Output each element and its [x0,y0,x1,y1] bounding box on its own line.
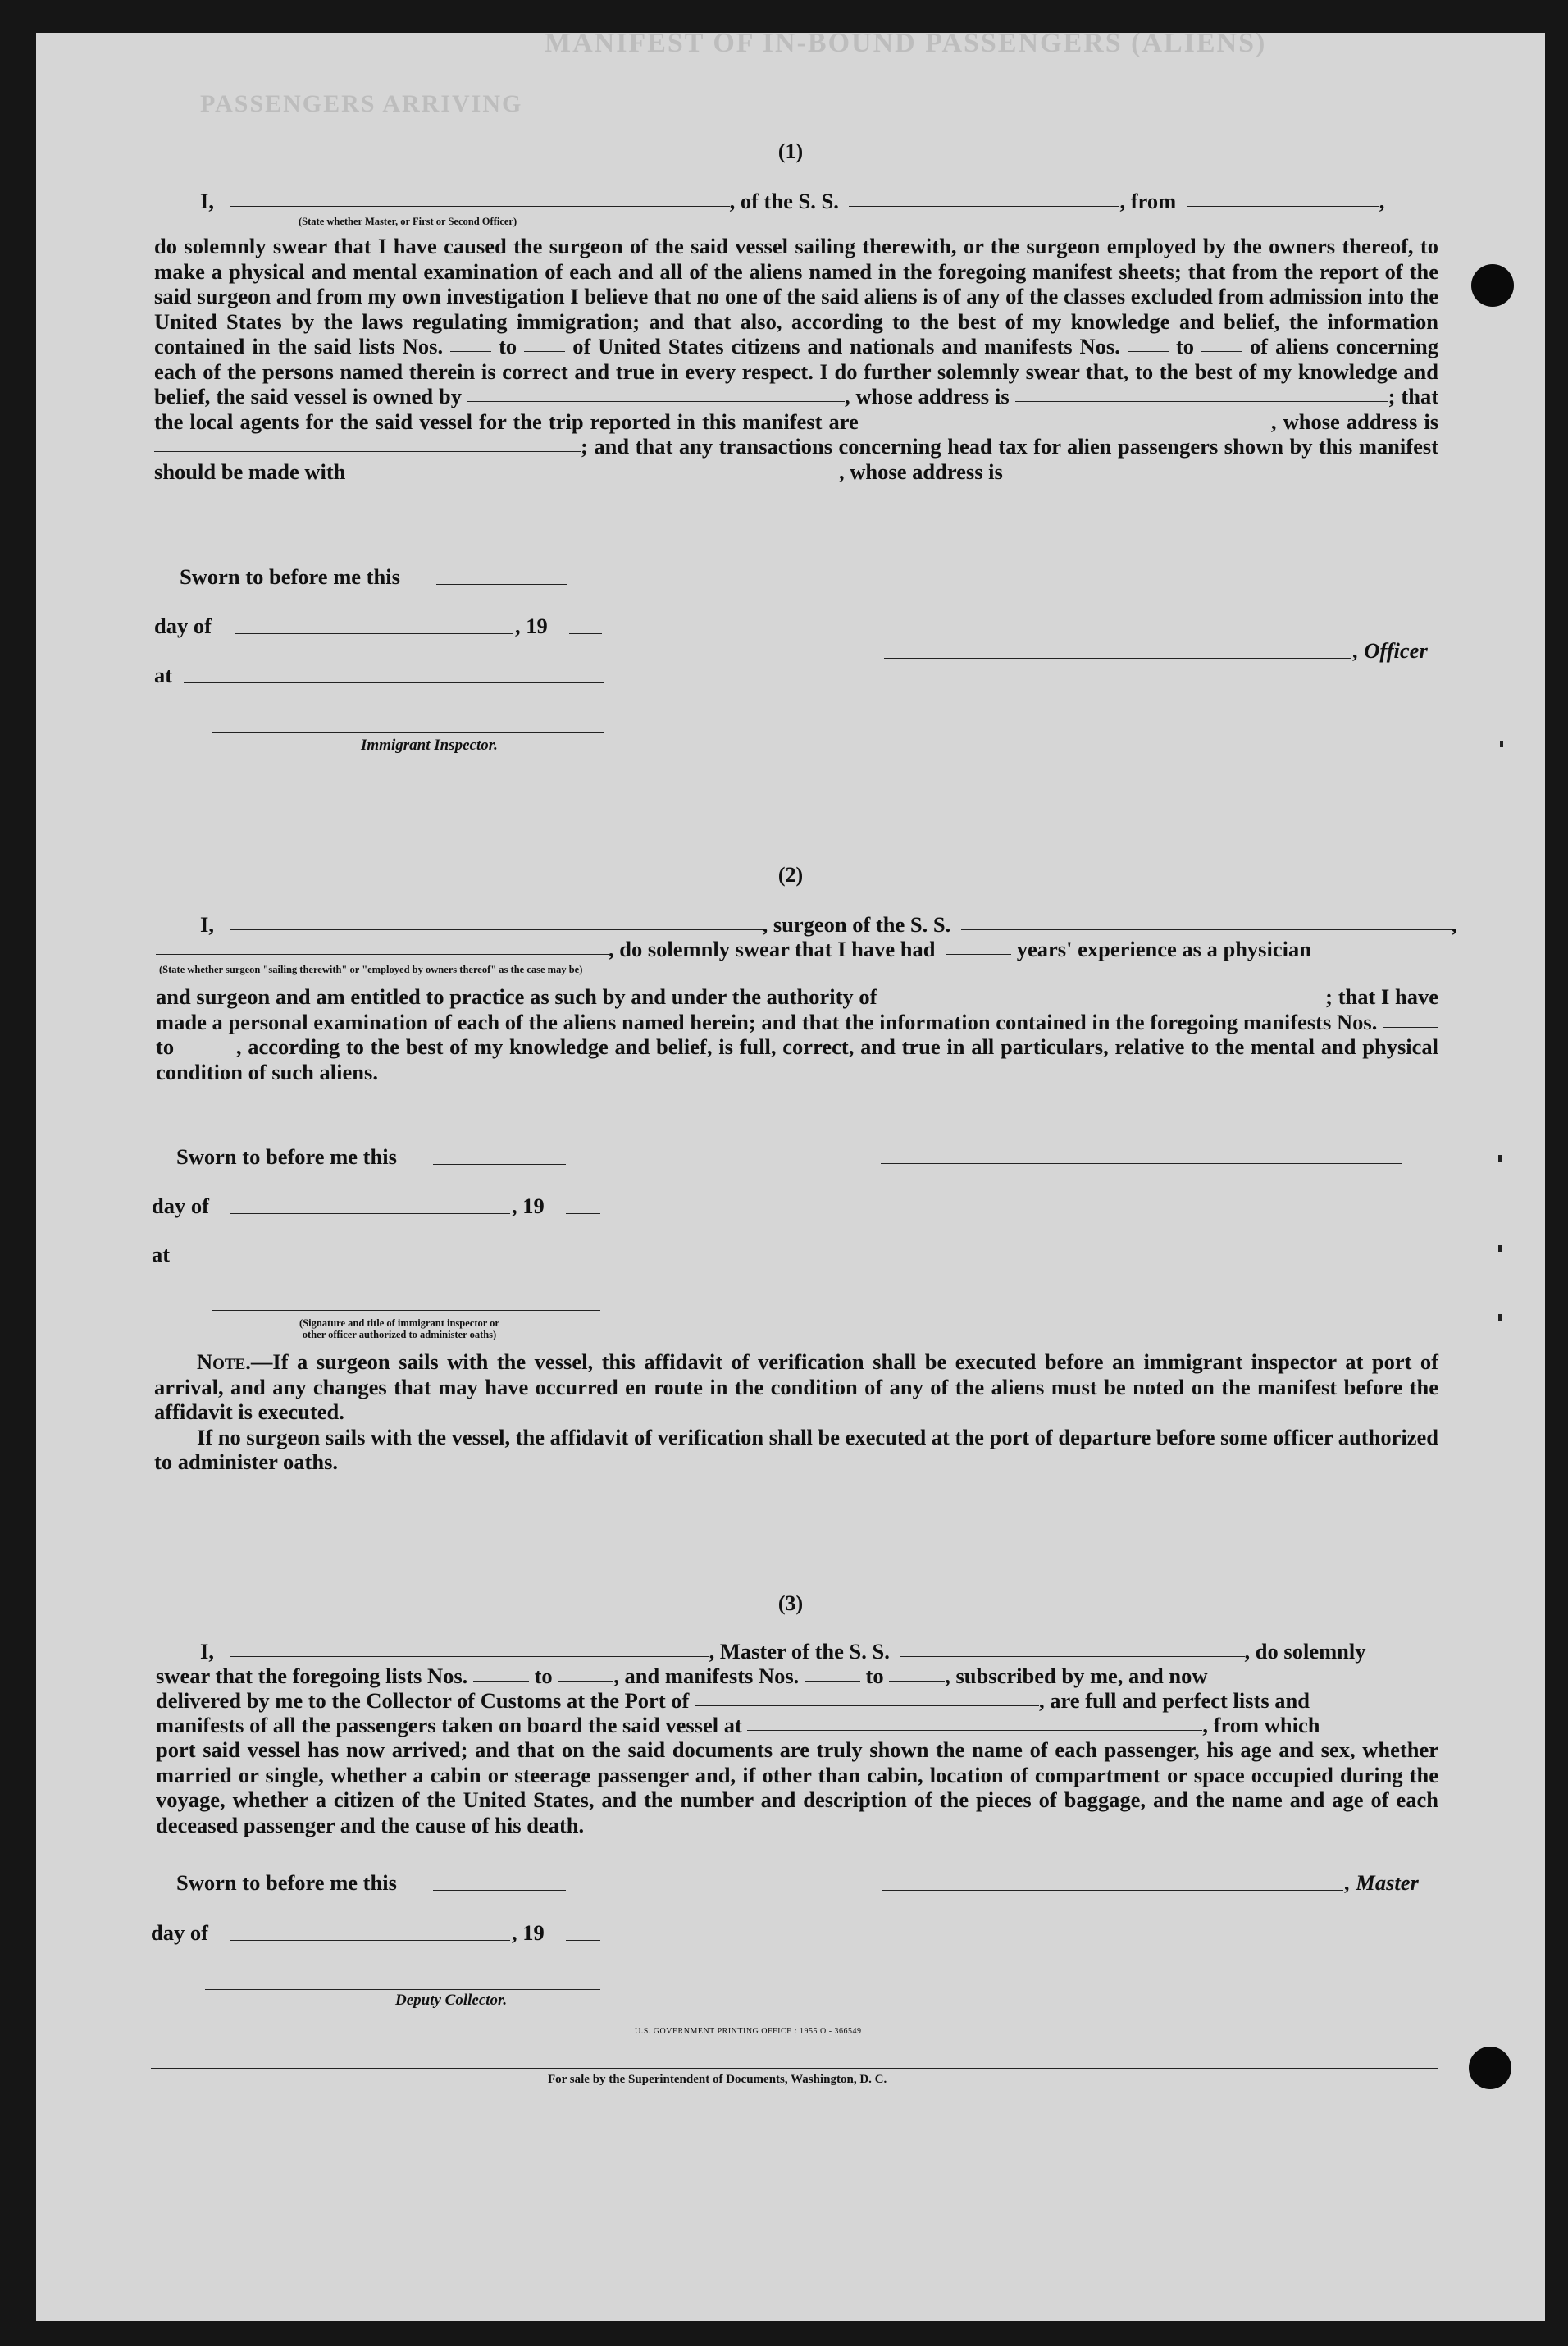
surgeon-name-field[interactable] [230,929,763,930]
port-field[interactable] [695,1705,1039,1706]
i-label: I, [200,189,214,213]
sig-caption: (Signature and title of immigrant inspector or other officer authorized to administer oaths) [299,1317,499,1340]
s3-lists-to-field[interactable] [558,1680,613,1682]
section2-body: and surgeon and am entitled to practice as such by and under the authority of ; that I have made a personal examination of each of the aliens named herein; and that the information contained in the foregoing manifests Nos. to , according to the best of my knowledge and belief, is full, correct, and true in all particulars, relative to the mental and physical condition of such aliens. [156,984,1439,1084]
surgeon-vessel-field[interactable] [961,929,1452,930]
section3-line1: I, , Master of the S. S. , do solemnly [200,1639,1366,1664]
year-field-3[interactable] [566,1940,600,1941]
lists-to-field[interactable] [524,350,565,352]
from-label: , from [1119,189,1177,213]
year-field-2[interactable] [566,1213,600,1214]
year-prefix: , 19 [515,614,548,638]
owner-address-field[interactable] [1015,400,1388,402]
footer-rule [151,2068,1438,2069]
lists-from-field[interactable] [450,350,491,352]
form-page [36,33,1545,2321]
section3-body: port said vessel has now arrived; and that on the said documents are truly shown the name of each passenger, his age and sex, whether married or single, whether a cabin or steerage passenger and, if other than cabin, location of compartment or space occupied during the voyage, whether a citizen of the United States, and the number and description of the pieces of baggage, and the name and age of each deceased passenger and the cause of his death. [156,1737,1438,1837]
section2-line1: I, , surgeon of the S. S. , [200,912,1457,937]
s3-vessel-field[interactable] [900,1655,1245,1657]
at-label-2: at [152,1242,171,1267]
section1-header-line: I, , of the S. S. , from , [200,189,1385,213]
at-place-field[interactable] [184,682,604,683]
master-name-field[interactable] [230,1655,709,1657]
officer-name-field[interactable] [230,205,730,207]
section1-number: (1) [777,139,804,163]
section3-line2: swear that the foregoing lists Nos. to , and manifests Nos. to , subscribed by me, and now [156,1664,1208,1688]
note-block [154,1349,1438,1475]
deputy-caption: Deputy Collector. [395,1992,508,2009]
section3-line3: delivered by me to the Collector of Customs at the Port of , are full and perfect lists and [156,1688,1310,1713]
officer-title-field[interactable] [884,658,1351,659]
s2-manifests-to-field[interactable] [180,1051,236,1052]
surgeon-signature-field[interactable] [881,1163,1402,1164]
year-prefix-3: , 19 [512,1920,545,1945]
note-text-2: If no surgeon sails with the vessel, the affidavit of verification shall be executed at the port of departure before some officer authorized to administer oaths. [154,1424,1438,1474]
from-port-field[interactable] [1187,205,1379,207]
owner-field[interactable] [467,400,845,402]
inspector-signature-field[interactable] [212,732,604,733]
master-label: , Master [1345,1870,1419,1895]
body-a: do solemnly swear that I have caused the surgeon of the said vessel sailing therewith, or the surgeon employed by the owners thereof, to make a physical and mental examination of each and all of the aliens named in the foregoing manifest sheets; that from the report of the said surgeon and from my own investigation I believe that no one of the said aliens is of any of the classes excluded from admission into the United States by the laws regulating immigration; and that also, according to the best of my knowledge and belief, the information contained in the said lists Nos. [154,234,1438,358]
boarding-port-field[interactable] [747,1729,1202,1731]
years-field[interactable] [946,953,1011,955]
month-field-2[interactable] [230,1213,510,1214]
sworn-day-field-3[interactable] [433,1890,566,1891]
margin-mark [1498,1155,1502,1162]
day-of-label-2: day of [152,1194,209,1218]
s3-lists-from-field[interactable] [473,1680,529,1682]
inspector-signature-field-2[interactable] [212,1310,600,1311]
surgeon-status-field[interactable] [156,953,609,955]
head-tax-contact-field[interactable] [351,476,839,477]
margin-mark [1500,741,1503,747]
punch-hole-top [1471,264,1514,307]
s2-manifests-from-field[interactable] [1383,1026,1438,1028]
note-text-1: —If a surgeon sails with the vessel, this affidavit of verification shall be executed before an immigrant inspector at port of arrival, and any changes that may have occurred en route in the condition of any of the aliens must be noted on the manifest before the affidavit is executed. [154,1349,1438,1424]
vessel-name-field[interactable] [849,205,1119,207]
deputy-signature-field[interactable] [205,1989,600,1990]
sworn-label-2: Sworn to before me this [176,1144,397,1169]
local-agents-label: that the local agents for the said vessel for the trip reported in this manifest are [154,384,1439,434]
day-of-label: day of [154,614,212,638]
faint-header-line2: PASSENGERS ARRIVING [200,90,523,117]
note-label: Note. [197,1349,251,1374]
state-note: (State whether Master, or First or Second Officer) [299,216,517,227]
section3-line4: manifests of all the passengers taken on board the said vessel at , from which [156,1713,1320,1737]
of-ss-label: , of the S. S. [729,189,839,213]
faint-header-line1: MANIFEST OF IN-BOUND PASSENGERS (ALIENS) [545,33,1267,58]
month-field-3[interactable] [230,1940,510,1941]
margin-mark [1498,1245,1502,1252]
section2-number: (2) [777,863,804,887]
surgeon-state-note: (State whether surgeon "sailing therewith" or "employed by owners thereof" as the case may be) [159,964,583,975]
sworn-day-field-2[interactable] [433,1164,566,1165]
section1-body: do solemnly swear that I have caused the surgeon of the said vessel sailing therewith, or the surgeon employed by the owners thereof, to make a physical and mental examination of each and all of the aliens named in the foregoing manifest sheets; that from the report of the said surgeon and from my own investigation I believe that no one of the said aliens is of any of the classes excluded from admission into the United States by the laws regulating immigration; and that also, according to the best of my knowledge and belief, the information contained in the said lists Nos. to of United States citizens and nationals and manifests Nos. to of aliens concerning each of the persons named therein is correct and true in every respect. I do further solemnly swear that, to the best of my knowledge and belief, the said vessel is owned by , whose address is ; that the local agents for the said vessel for the trip reported in this manifest are , whose address is ; and that any transactions concerning head tax for alien passengers shown by this manifest should be made with , whose address is [154,234,1439,484]
manifests-from-field[interactable] [1128,350,1169,352]
local-agents-field[interactable] [865,426,1271,427]
body-c: of aliens concerning each of the persons named therein is correct and true in every respect. I do further solemnly swear that, to the best of my knowledge and belief, the said vessel is owned by [154,334,1439,408]
year-field[interactable] [569,633,602,634]
section2-line2: , do solemnly swear that I have had years' experience as a physician [156,937,1311,962]
manifests-to-field[interactable] [1201,350,1242,352]
gpo-imprint: U.S. GOVERNMENT PRINTING OFFICE : 1955 O - 366549 [635,2027,862,2036]
day-of-label-3: day of [151,1920,208,1945]
section3-number: (3) [777,1591,804,1615]
year-prefix-2: , 19 [512,1194,545,1218]
sworn-label: Sworn to before me this [180,564,400,589]
sworn-day-field[interactable] [436,584,567,585]
head-tax-text: ; and that any transactions concerning head tax for alien passengers shown by this manifest should be made with [154,434,1438,484]
at-label: at [154,663,173,687]
authority-field[interactable] [882,1001,1325,1002]
body-b: of United States citizens and nationals and manifests Nos. [572,334,1120,358]
sale-notice: For sale by the Superintendent of Documents, Washington, D. C. [548,2073,887,2086]
s3-manifests-to-field[interactable] [889,1680,945,1682]
agents-address-field[interactable] [154,450,581,452]
margin-mark [1498,1314,1502,1321]
inspector-caption: Immigrant Inspector. [361,737,498,754]
officer-label: , Officer [1353,638,1428,663]
month-field[interactable] [235,633,513,634]
sworn-label-3: Sworn to before me this [176,1870,397,1895]
s3-manifests-from-field[interactable] [805,1680,860,1682]
punch-hole-bottom [1469,2047,1511,2089]
master-signature-field[interactable] [882,1890,1343,1891]
